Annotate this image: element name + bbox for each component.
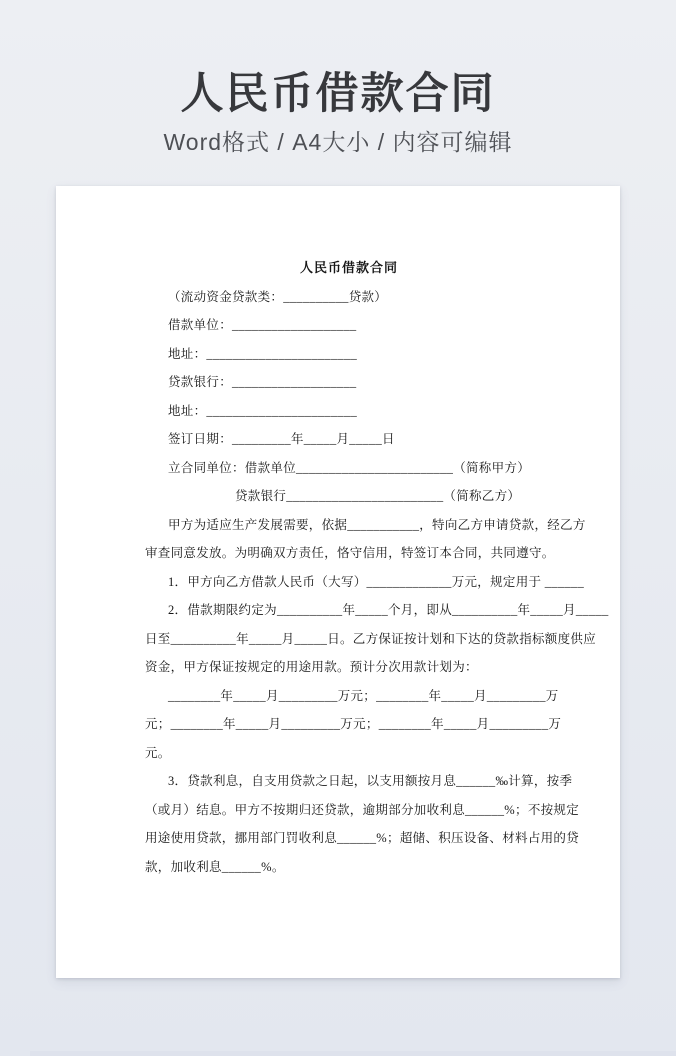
document-line: 1．甲方向乙方借款人民币（大写）_____________万元，规定用于 ______ (168, 574, 585, 589)
document-line: 贷款银行________________________（简称乙方） (235, 489, 521, 503)
document-line: （流动资金贷款类：__________贷款） (168, 289, 388, 304)
template-title: 人民币借款合同 (180, 70, 496, 118)
document-line: 甲方为适应生产发展需要，依据___________，特向乙方申请贷款，经乙方 (168, 517, 586, 532)
document-line: 地址：_______________________ (168, 346, 358, 361)
document-line: 日至__________年_____月_____日。乙方保证按计划和下达的贷款指标额度供应 (145, 631, 597, 646)
document-line: 资金，甲方保证按规定的用途用款。预计分次用款计划为： (145, 660, 478, 674)
document-preview (56, 186, 620, 978)
template-subtitle: Word格式 / A4大小 / 内容可编辑 (163, 129, 513, 155)
document-line: 立合同单位：借款单位________________________（简称甲方） (168, 460, 531, 475)
document-lines (145, 283, 609, 882)
document-line: 元。 (145, 745, 171, 760)
document-line: ________年_____月_________万元；________年_____月_________万 (168, 688, 559, 703)
document-line: 地址：_______________________ (168, 403, 358, 418)
template-header (0, 0, 676, 157)
document-line: （或月）结息。甲方不按期归还贷款，逾期部分加收利息______%；不按规定 (145, 802, 580, 817)
document-line: 元；________年_____月_________万元；________年_____月_________万 (145, 717, 562, 731)
document-line: 款，加收利息______%。 (145, 859, 285, 874)
document-line: 贷款银行：___________________ (168, 375, 357, 389)
document-body (145, 254, 609, 881)
next-card-edge (30, 1051, 676, 1056)
document-line: 2．借款期限约定为__________年_____个月，即从__________年_____月_____ (168, 603, 609, 617)
document-line: 借款单位：___________________ (168, 318, 357, 332)
document-title: 人民币借款合同 (299, 260, 398, 275)
document-line: 审查同意发放。为明确双方责任，恪守信用，特签订本合同，共同遵守。 (145, 546, 555, 560)
document-line: 用途使用贷款，挪用部门罚收利息______%；超储、积压设备、材料占用的贷 (145, 831, 580, 845)
document-line: 3．贷款利息，自支用贷款之日起，以支用额按月息______‰计算，按季 (168, 774, 573, 788)
document-line: 签订日期：_________年_____月_____日 (168, 432, 395, 446)
